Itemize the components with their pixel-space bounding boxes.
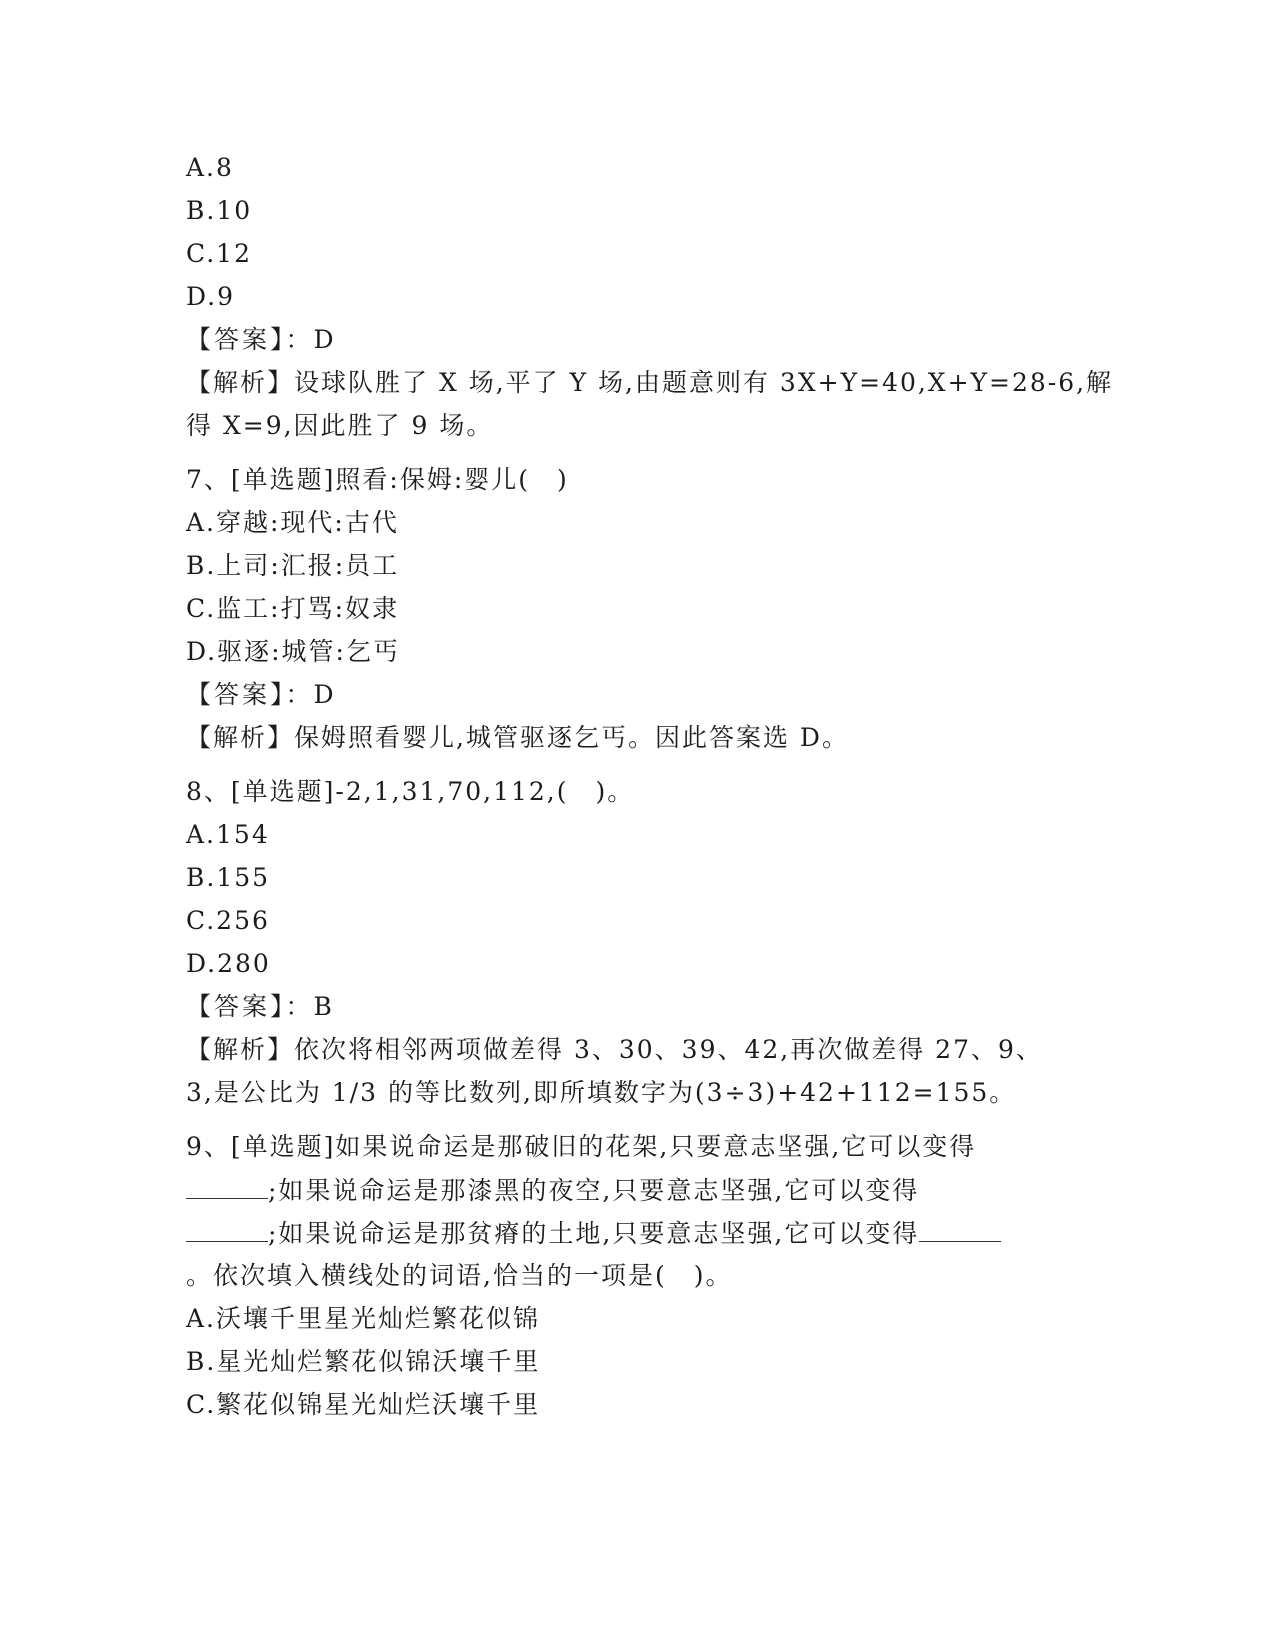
q7-answer: 【答案】：D [186, 680, 337, 709]
q8-option-b: B.155 [186, 863, 271, 892]
q7-option-d: D.驱逐:城管:乞丐 [186, 637, 400, 666]
q8-option-d: D.280 [186, 949, 271, 978]
q8-analysis-line-1: 【解析】依次将相邻两项做差得 3、30、39、42,再次做差得 27、9、 [186, 1035, 1043, 1064]
q6-option-a: A.8 [186, 153, 234, 182]
q9-question-text-3: ;如果说命运是那贫瘠的土地,只要意志坚强,它可以变得 [268, 1219, 920, 1248]
spacer [186, 1114, 1086, 1125]
document-page [186, 146, 1114, 1426]
q8-option-c: C.256 [186, 906, 270, 935]
q8-analysis-line-2: 3,是公比为 1/3 的等比数列,即所填数字为(3÷3)+42+112=155。 [186, 1078, 1017, 1107]
q6-option-c: C.12 [186, 239, 252, 268]
q6-answer: 【答案】：D [186, 325, 337, 354]
q9-question-line-2 [186, 1168, 1086, 1211]
q7-option-a: A.穿越:现代:古代 [186, 508, 399, 537]
q9-option-c: C.繁花似锦星光灿烂沃壤千里 [186, 1390, 541, 1419]
spacer [186, 759, 1086, 770]
fill-blank-3 [919, 1211, 1001, 1242]
q6-option-b: B.10 [186, 196, 253, 225]
q9-question-line-1: 9、[单选题]如果说命运是那破旧的花架,只要意志坚强,它可以变得 [186, 1132, 977, 1161]
q9-option-b: B.星光灿烂繁花似锦沃壤千里 [186, 1347, 541, 1376]
q7-analysis: 【解析】保姆照看婴儿,城管驱逐乞丐。因此答案选 D。 [186, 723, 849, 752]
q6-option-d: D.9 [186, 282, 236, 311]
q8-answer: 【答案】：B [186, 992, 335, 1021]
fill-blank-2 [186, 1211, 268, 1242]
q8-option-a: A.154 [186, 820, 270, 849]
q9-question-line-3 [186, 1211, 1086, 1254]
fill-blank-1 [186, 1168, 268, 1199]
q6-analysis-line-2: 得 X=9,因此胜了 9 场。 [186, 411, 494, 440]
q8-question: 8、[单选题]-2,1,31,70,112,( )。 [186, 777, 635, 806]
q9-question-line-4: 。依次填入横线处的词语,恰当的一项是( )。 [186, 1261, 733, 1290]
q9-option-a: A.沃壤千里星光灿烂繁花似锦 [186, 1304, 541, 1333]
q6-analysis-line-1: 【解析】设球队胜了 X 场,平了 Y 场,由题意则有 3X+Y=40,X+Y=28-6,解 [186, 368, 1114, 397]
q7-question: 7、[单选题]照看:保姆:婴儿( ) [186, 465, 569, 494]
q7-option-b: B.上司:汇报:员工 [186, 551, 400, 580]
q7-option-c: C.监工:打骂:奴隶 [186, 594, 400, 623]
q9-question-text-2: ;如果说命运是那漆黑的夜空,只要意志坚强,它可以变得 [268, 1176, 920, 1205]
spacer [186, 447, 1086, 458]
